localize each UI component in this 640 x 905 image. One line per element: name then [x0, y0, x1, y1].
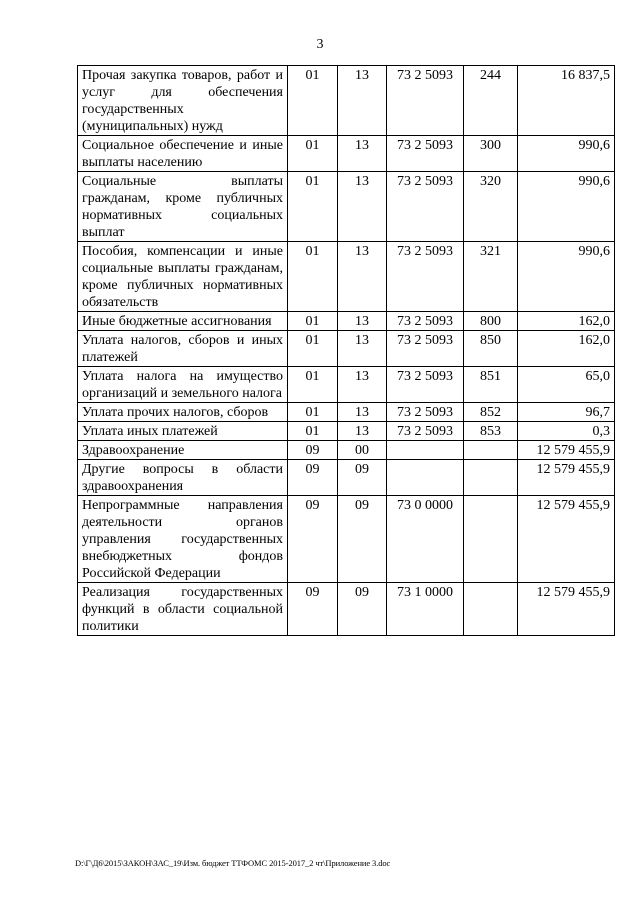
subsection-code-cell: 13	[338, 136, 387, 172]
expense-name-cell: Реализация государственных функций в области социальной политики	[78, 583, 288, 636]
table-row	[78, 242, 615, 312]
expense-name-cell: Здравоохранение	[78, 441, 288, 460]
amount-cell: 12 579 455,9	[518, 441, 615, 460]
amount-cell: 16 837,5	[518, 66, 615, 136]
subsection-code-cell: 13	[338, 66, 387, 136]
page-number: 3	[316, 37, 324, 52]
budget-table-body	[78, 66, 615, 636]
amount-cell: 162,0	[518, 312, 615, 331]
amount-cell: 162,0	[518, 331, 615, 367]
amount-cell: 65,0	[518, 367, 615, 403]
section-code-cell: 01	[288, 312, 338, 331]
expense-name-cell: Уплата иных платежей	[78, 422, 288, 441]
amount-cell: 990,6	[518, 172, 615, 242]
amount-cell: 12 579 455,9	[518, 583, 615, 636]
amount-cell: 0,3	[518, 422, 615, 441]
section-code-cell: 01	[288, 422, 338, 441]
subsection-code-cell: 00	[338, 441, 387, 460]
subsection-code-cell: 13	[338, 172, 387, 242]
subsection-code-cell: 13	[338, 403, 387, 422]
section-code-cell: 09	[288, 441, 338, 460]
expense-type-cell	[464, 441, 518, 460]
subsection-code-cell: 13	[338, 422, 387, 441]
target-article-cell: 73 2 5093	[387, 242, 464, 312]
document-file-path: D:\Г\Д6\2015\ЗАКОН\ЗАС_19\Изм. бюджет ТТФОМС 2015-2017_2 чт\Приложение 3.doc	[75, 858, 391, 868]
expense-type-cell: 321	[464, 242, 518, 312]
expense-type-cell: 852	[464, 403, 518, 422]
amount-cell: 990,6	[518, 136, 615, 172]
target-article-cell: 73 2 5093	[387, 136, 464, 172]
section-code-cell: 01	[288, 242, 338, 312]
table-row	[78, 172, 615, 242]
expense-name-cell: Пособия, компенсации и иные социальные выплаты гражданам, кроме публичных нормативных обязательств	[78, 242, 288, 312]
expense-type-cell	[464, 460, 518, 496]
amount-cell: 12 579 455,9	[518, 496, 615, 583]
subsection-code-cell: 09	[338, 583, 387, 636]
section-code-cell: 01	[288, 172, 338, 242]
subsection-code-cell: 13	[338, 312, 387, 331]
expense-name-cell: Уплата налога на имущество организаций и земельного налога	[78, 367, 288, 403]
target-article-cell: 73 1 0000	[387, 583, 464, 636]
table-row	[78, 496, 615, 583]
expense-name-cell: Иные бюджетные ассигнования	[78, 312, 288, 331]
table-row	[78, 331, 615, 367]
subsection-code-cell: 13	[338, 331, 387, 367]
section-code-cell: 01	[288, 331, 338, 367]
table-row	[78, 136, 615, 172]
expense-name-cell: Уплата прочих налогов, сборов	[78, 403, 288, 422]
subsection-code-cell: 13	[338, 367, 387, 403]
subsection-code-cell: 09	[338, 460, 387, 496]
target-article-cell: 73 2 5093	[387, 331, 464, 367]
table-row	[78, 441, 615, 460]
target-article-cell: 73 2 5093	[387, 367, 464, 403]
target-article-cell: 73 2 5093	[387, 66, 464, 136]
target-article-cell	[387, 460, 464, 496]
section-code-cell: 01	[288, 136, 338, 172]
section-code-cell: 01	[288, 66, 338, 136]
expense-type-cell: 850	[464, 331, 518, 367]
expense-type-cell	[464, 583, 518, 636]
target-article-cell: 73 2 5093	[387, 312, 464, 331]
table-row	[78, 403, 615, 422]
section-code-cell: 09	[288, 583, 338, 636]
target-article-cell	[387, 441, 464, 460]
amount-cell: 12 579 455,9	[518, 460, 615, 496]
expense-type-cell: 853	[464, 422, 518, 441]
amount-cell: 96,7	[518, 403, 615, 422]
amount-cell: 990,6	[518, 242, 615, 312]
expense-type-cell	[464, 496, 518, 583]
table-row	[78, 460, 615, 496]
expense-name-cell: Социальное обеспечение и иные выплаты населению	[78, 136, 288, 172]
target-article-cell: 73 2 5093	[387, 172, 464, 242]
expense-type-cell: 244	[464, 66, 518, 136]
target-article-cell: 73 2 5093	[387, 422, 464, 441]
section-code-cell: 01	[288, 403, 338, 422]
subsection-code-cell: 13	[338, 242, 387, 312]
table-row	[78, 66, 615, 136]
expense-name-cell: Другие вопросы в области здравоохранения	[78, 460, 288, 496]
expense-type-cell: 851	[464, 367, 518, 403]
budget-table	[77, 65, 615, 636]
expense-name-cell: Прочая закупка товаров, работ и услуг для обеспечения государственных (муниципальных) нужд	[78, 66, 288, 136]
table-row	[78, 583, 615, 636]
subsection-code-cell: 09	[338, 496, 387, 583]
section-code-cell: 09	[288, 460, 338, 496]
table-row	[78, 422, 615, 441]
table-row	[78, 367, 615, 403]
table-row	[78, 312, 615, 331]
expense-name-cell: Социальные выплаты гражданам, кроме публичных нормативных социальных выплат	[78, 172, 288, 242]
target-article-cell: 73 2 5093	[387, 403, 464, 422]
section-code-cell: 01	[288, 367, 338, 403]
expense-type-cell: 300	[464, 136, 518, 172]
expense-name-cell: Непрограммные направления деятельности органов управления государственных внебюджетных фондов Российской Федерации	[78, 496, 288, 583]
section-code-cell: 09	[288, 496, 338, 583]
target-article-cell: 73 0 0000	[387, 496, 464, 583]
expense-name-cell: Уплата налогов, сборов и иных платежей	[78, 331, 288, 367]
expense-type-cell: 800	[464, 312, 518, 331]
expense-type-cell: 320	[464, 172, 518, 242]
